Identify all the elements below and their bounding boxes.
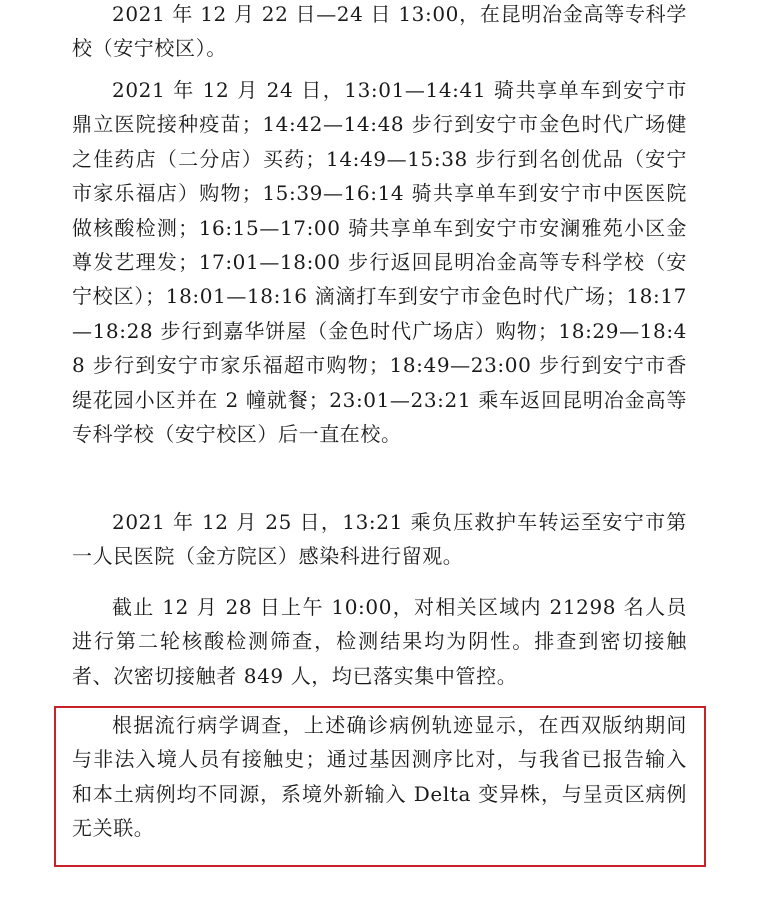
red-highlight-box <box>54 706 706 867</box>
paragraph-location-dec22-24: 2021 年 12 月 22 日—24 日 13:00，在昆明冶金高等专科学校（安宁校区）。 <box>72 2 687 61</box>
paragraph-transfer-dec25: 2021 年 12 月 25 日，13:21 乘负压救护车转运至安宁市第一人民医院（金方院区）感染科进行留观。 <box>72 510 687 569</box>
paragraph-trajectory-dec24: 2021 年 12 月 24 日，13:01—14:41 骑共享单车到安宁市鼎立医院接种疫苗；14:42—14:48 步行到安宁市金色时代广场健之佳药店（二分店）买药；14:49—15:38 步行到名创优品（安宁市家乐福店）购物；15:39—16:14 骑共享单车到安宁市中医医院做核酸检测；16:15—17:00 骑共享单车到安宁市安澜雅苑小区金尊发艺理发；17:01—18:00 步行返回昆明冶金高等专科学校（安宁校区）；18:01—18:16 滴滴打车到安宁市金色时代广场；18:17—18:28 步行到嘉华饼屋（金色时代广场店）购物；18:29—18:48 步行到安宁市家乐福超市购物；18:49—23:00 步行到安宁市香缇花园小区并在 2 幢就餐；23:01—23:21 乘车返回昆明冶金高等专科学校（安宁校区）后一直在校。 <box>72 78 687 447</box>
paragraph-epidemiology-conclusion: 根据流行病学调查，上述确诊病例轨迹显示，在西双版纳期间与非法入境人员有接触史；通过基因测序比对，与我省已报告输入和本土病例均不同源，系境外新输入 Delta 变异株，与呈贡区病例无关联。 <box>72 713 687 841</box>
paragraph-screening-results: 截止 12 月 28 日上午 10:00，对相关区域内 21298 名人员进行第二轮核酸检测筛查，检测结果均为阴性。排查到密切接触者、次密切接触者 849 人，均已落实集中管控。 <box>72 595 687 688</box>
